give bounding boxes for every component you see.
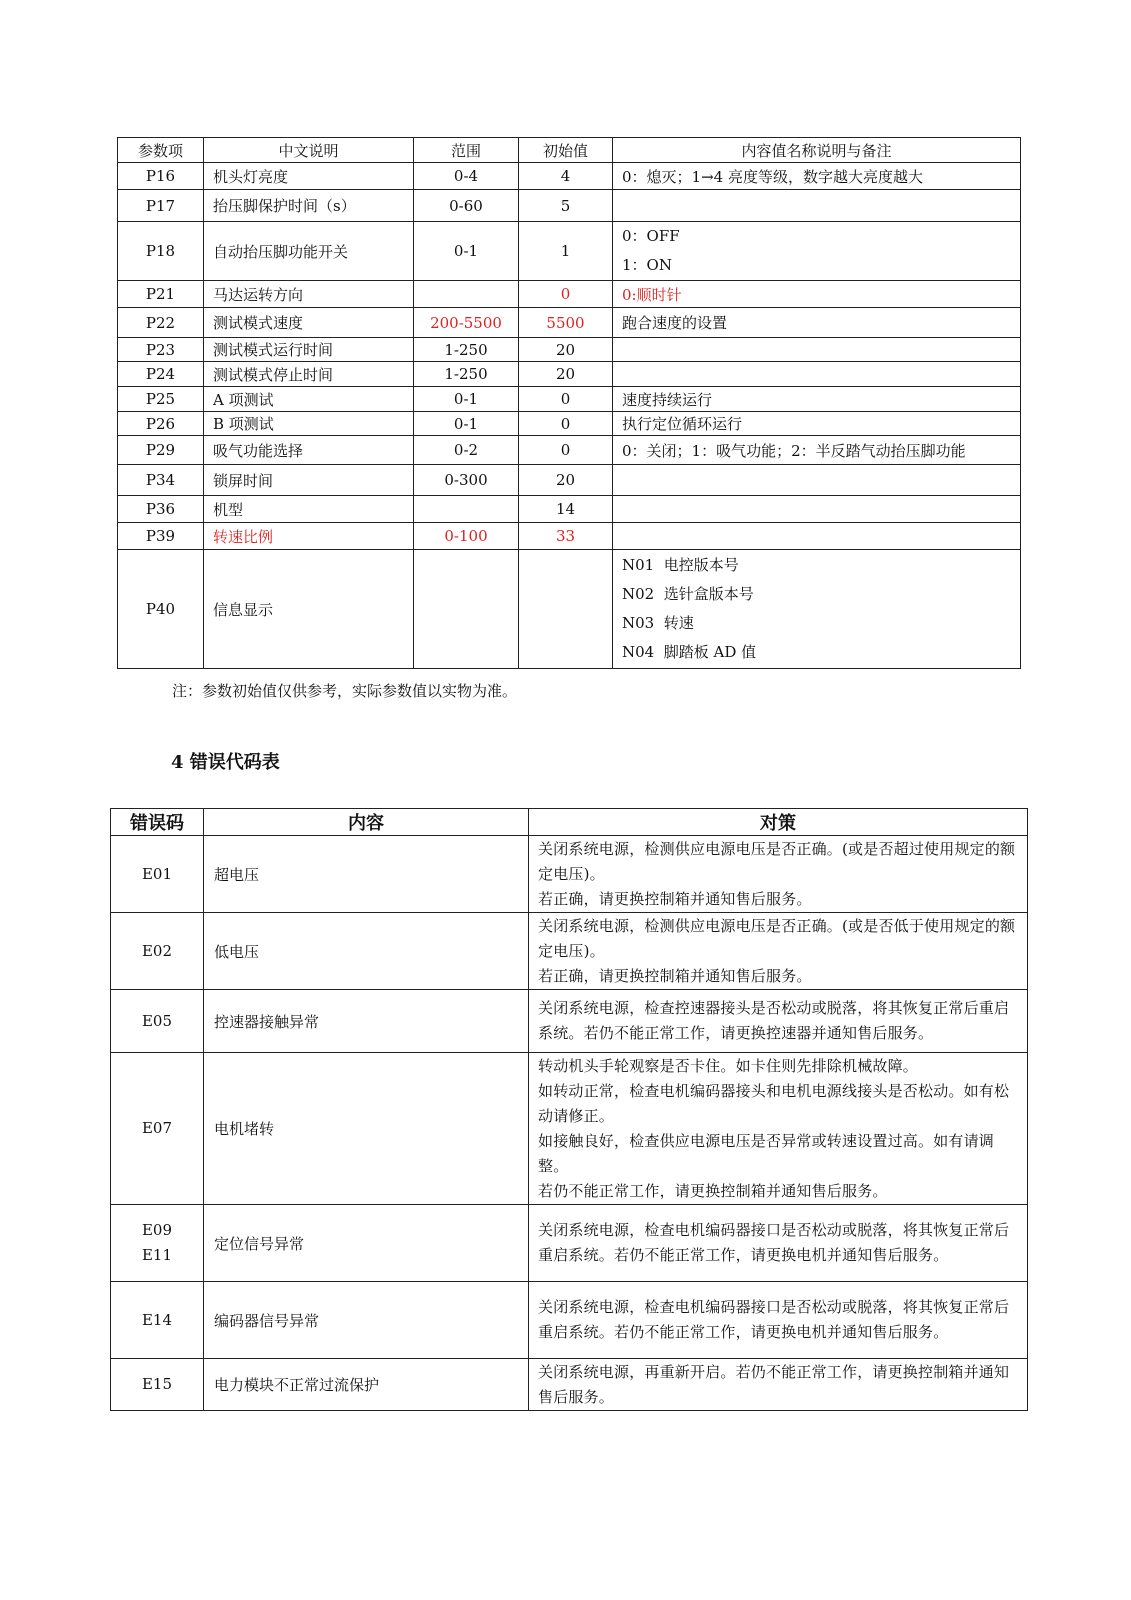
error-fix xyxy=(529,1205,1028,1282)
param-row xyxy=(118,465,1021,496)
param-notes xyxy=(613,436,1021,465)
param-desc: 锁屏时间 xyxy=(204,465,414,496)
param-desc: 测试模式速度 xyxy=(204,308,414,338)
error-header-row xyxy=(111,809,1028,836)
param-notes xyxy=(613,190,1021,222)
error-code xyxy=(111,1359,204,1411)
error-header-fix: 对策 xyxy=(529,809,1028,836)
error-fix xyxy=(529,1359,1028,1411)
param-row xyxy=(118,387,1021,412)
param-header-desc: 中文说明 xyxy=(204,138,414,163)
param-id: P39 xyxy=(118,523,204,550)
param-row xyxy=(118,412,1021,436)
error-code-line: E09 xyxy=(141,1221,173,1239)
error-fix-line: 关闭系统电源，检测供应电源电压是否正确。(或是否超过使用规定的额定电压)。 xyxy=(538,839,1016,883)
error-fix xyxy=(529,1053,1028,1205)
param-row xyxy=(118,550,1021,669)
param-header-range: 范围 xyxy=(414,138,519,163)
param-init: 5 xyxy=(519,190,613,222)
param-notes xyxy=(613,523,1021,550)
error-fix-line: 若正确，请更换控制箱并通知售后服务。 xyxy=(538,966,812,985)
param-row xyxy=(118,190,1021,222)
param-range: 0-2 xyxy=(414,436,519,465)
param-desc: 测试模式停止时间 xyxy=(204,362,414,387)
param-init: 20 xyxy=(519,465,613,496)
param-id: P17 xyxy=(118,190,204,222)
param-note-line: 速度持续运行 xyxy=(622,390,713,409)
param-notes xyxy=(613,550,1021,669)
param-desc: 信息显示 xyxy=(204,550,414,669)
param-note-line: 0：熄灭；1→4 亮度等级，数字越大亮度越大 xyxy=(622,167,923,186)
param-notes xyxy=(613,308,1021,338)
error-content: 控速器接触异常 xyxy=(204,990,529,1053)
error-code-line: E11 xyxy=(141,1246,173,1264)
param-range: 0-1 xyxy=(414,412,519,436)
param-note-line: 0：OFF xyxy=(622,227,680,245)
param-desc: 马达运转方向 xyxy=(204,281,414,308)
error-code-line: E07 xyxy=(141,1119,173,1137)
error-code-line: E02 xyxy=(141,941,173,960)
param-range: 0-4 xyxy=(414,163,519,190)
error-content: 编码器信号异常 xyxy=(204,1282,529,1359)
param-row xyxy=(118,163,1021,190)
param-range xyxy=(414,550,519,669)
error-code xyxy=(111,1282,204,1359)
error-content: 超电压 xyxy=(204,836,529,913)
param-notes xyxy=(613,412,1021,436)
error-fix-line: 关闭系统电源，检查控速器接头是否松动或脱落，将其恢复正常后重启系统。若仍不能正常工作，请更换控速器并通知售后服务。 xyxy=(538,999,1010,1042)
param-id: P26 xyxy=(118,412,204,436)
param-row xyxy=(118,436,1021,465)
param-id: P36 xyxy=(118,496,204,523)
param-range: 0-100 xyxy=(414,523,519,550)
error-fix-line: 如接触良好，检查供应电源电压是否异常或转速设置过高。如有请调整。 xyxy=(538,1131,995,1175)
param-note-line: 跑合速度的设置 xyxy=(622,314,728,332)
error-fix xyxy=(529,836,1028,913)
param-init: 20 xyxy=(519,362,613,387)
param-id: P34 xyxy=(118,465,204,496)
error-row xyxy=(111,1282,1028,1359)
error-code-line: E15 xyxy=(141,1375,173,1393)
param-note-line: N04 脚踏板 AD 值 xyxy=(622,643,757,661)
error-fix xyxy=(529,1282,1028,1359)
param-init: 1 xyxy=(519,222,613,281)
param-notes xyxy=(613,465,1021,496)
error-code xyxy=(111,913,204,990)
param-desc: B 项测试 xyxy=(204,412,414,436)
param-notes xyxy=(613,338,1021,362)
param-row xyxy=(118,338,1021,362)
error-fix-line: 关闭系统电源，再重新开启。若仍不能正常工作，请更换控制箱并通知售后服务。 xyxy=(538,1362,1010,1406)
error-content: 电力模块不正常过流保护 xyxy=(204,1359,529,1411)
param-id: P22 xyxy=(118,308,204,338)
param-header-id: 参数项 xyxy=(118,138,204,163)
error-code xyxy=(111,1053,204,1205)
param-range xyxy=(414,496,519,523)
error-row xyxy=(111,1205,1028,1282)
error-fix xyxy=(529,913,1028,990)
param-header-init: 初始值 xyxy=(519,138,613,163)
error-fix-line: 关闭系统电源，检测供应电源电压是否正确。(或是否低于使用规定的额定电压)。 xyxy=(538,916,1016,960)
error-fix-line: 关闭系统电源，检查电机编码器接口是否松动或脱落，将其恢复正常后重启系统。若仍不能正常工作，请更换电机并通知售后服务。 xyxy=(538,1298,1010,1341)
param-desc: 自动抬压脚功能开关 xyxy=(204,222,414,281)
error-code-line: E14 xyxy=(141,1310,173,1329)
error-header-code: 错误码 xyxy=(111,809,204,836)
param-note-line: 执行定位循环运行 xyxy=(622,415,743,433)
error-code xyxy=(111,990,204,1053)
param-desc: 抬压脚保护时间（s） xyxy=(204,190,414,222)
param-init xyxy=(519,550,613,669)
param-range: 1-250 xyxy=(414,338,519,362)
error-row xyxy=(111,913,1028,990)
parameter-table xyxy=(117,137,1021,669)
section-title: 4 错误代码表 xyxy=(171,752,280,773)
param-desc: 机头灯亮度 xyxy=(204,163,414,190)
error-content: 定位信号异常 xyxy=(204,1205,529,1282)
param-init: 20 xyxy=(519,338,613,362)
param-init: 0 xyxy=(519,387,613,412)
error-fix-line: 若正确，请更换控制箱并通知售后服务。 xyxy=(538,889,812,908)
error-fix-line: 若仍不能正常工作，请更换控制箱并通知售后服务。 xyxy=(538,1181,888,1200)
param-desc: A 项测试 xyxy=(204,387,414,412)
param-range: 0-300 xyxy=(414,465,519,496)
error-fix-line: 转动机头手轮观察是否卡住。如卡住则先排除机械故障。 xyxy=(538,1056,919,1075)
param-range: 200-5500 xyxy=(414,308,519,338)
param-row xyxy=(118,308,1021,338)
param-row xyxy=(118,496,1021,523)
error-fix-line: 关闭系统电源，检查电机编码器接口是否松动或脱落，将其恢复正常后重启系统。若仍不能正常工作，请更换电机并通知售后服务。 xyxy=(538,1221,1010,1264)
param-desc: 转速比例 xyxy=(204,523,414,550)
param-notes xyxy=(613,222,1021,281)
param-id: P25 xyxy=(118,387,204,412)
error-fix-line: 如转动正常，检查电机编码器接头和电机电源线接头是否松动。如有松动请修正。 xyxy=(538,1081,1010,1125)
param-header-row xyxy=(118,138,1021,163)
param-notes xyxy=(613,387,1021,412)
param-id: P16 xyxy=(118,163,204,190)
param-note-line: N01 电控版本号 xyxy=(622,556,739,574)
param-range: 1-250 xyxy=(414,362,519,387)
param-row xyxy=(118,362,1021,387)
param-note-line: 1：ON xyxy=(622,256,672,274)
error-header-content: 内容 xyxy=(204,809,529,836)
param-range: 0-1 xyxy=(414,387,519,412)
param-notes xyxy=(613,163,1021,190)
param-notes xyxy=(613,362,1021,387)
param-id: P23 xyxy=(118,338,204,362)
param-header-notes: 内容值名称说明与备注 xyxy=(613,138,1021,163)
error-fix xyxy=(529,990,1028,1053)
error-code-line: E01 xyxy=(141,864,173,883)
error-code-line: E05 xyxy=(141,1011,173,1030)
param-desc: 机型 xyxy=(204,496,414,523)
error-content: 电机堵转 xyxy=(204,1053,529,1205)
param-id: P24 xyxy=(118,362,204,387)
error-row xyxy=(111,1359,1028,1411)
footnote: 注：参数初始值仅供参考，实际参数值以实物为准。 xyxy=(172,682,518,700)
error-row xyxy=(111,1053,1028,1205)
param-notes xyxy=(613,281,1021,308)
param-init: 4 xyxy=(519,163,613,190)
error-code-table xyxy=(110,808,1028,1411)
param-note-line: 0:顺时针 xyxy=(622,285,682,304)
param-note-line: N03 转速 xyxy=(622,614,694,632)
error-code xyxy=(111,1205,204,1282)
param-note-line: N02 选针盒版本号 xyxy=(622,585,754,603)
param-row xyxy=(118,222,1021,281)
param-id: P40 xyxy=(118,550,204,669)
param-range xyxy=(414,281,519,308)
error-content: 低电压 xyxy=(204,913,529,990)
param-init: 14 xyxy=(519,496,613,523)
param-id: P29 xyxy=(118,436,204,465)
param-range: 0-1 xyxy=(414,222,519,281)
error-row xyxy=(111,836,1028,913)
param-id: P21 xyxy=(118,281,204,308)
param-note-line: 0：关闭；1：吸气功能；2：半反踏气动抬压脚功能 xyxy=(622,441,966,460)
param-desc: 测试模式运行时间 xyxy=(204,338,414,362)
param-init: 0 xyxy=(519,436,613,465)
error-code xyxy=(111,836,204,913)
param-row xyxy=(118,281,1021,308)
param-init: 0 xyxy=(519,412,613,436)
param-init: 5500 xyxy=(519,308,613,338)
param-desc: 吸气功能选择 xyxy=(204,436,414,465)
param-init: 0 xyxy=(519,281,613,308)
param-notes xyxy=(613,496,1021,523)
error-row xyxy=(111,990,1028,1053)
param-range: 0-60 xyxy=(414,190,519,222)
param-id: P18 xyxy=(118,222,204,281)
param-row xyxy=(118,523,1021,550)
param-init: 33 xyxy=(519,523,613,550)
